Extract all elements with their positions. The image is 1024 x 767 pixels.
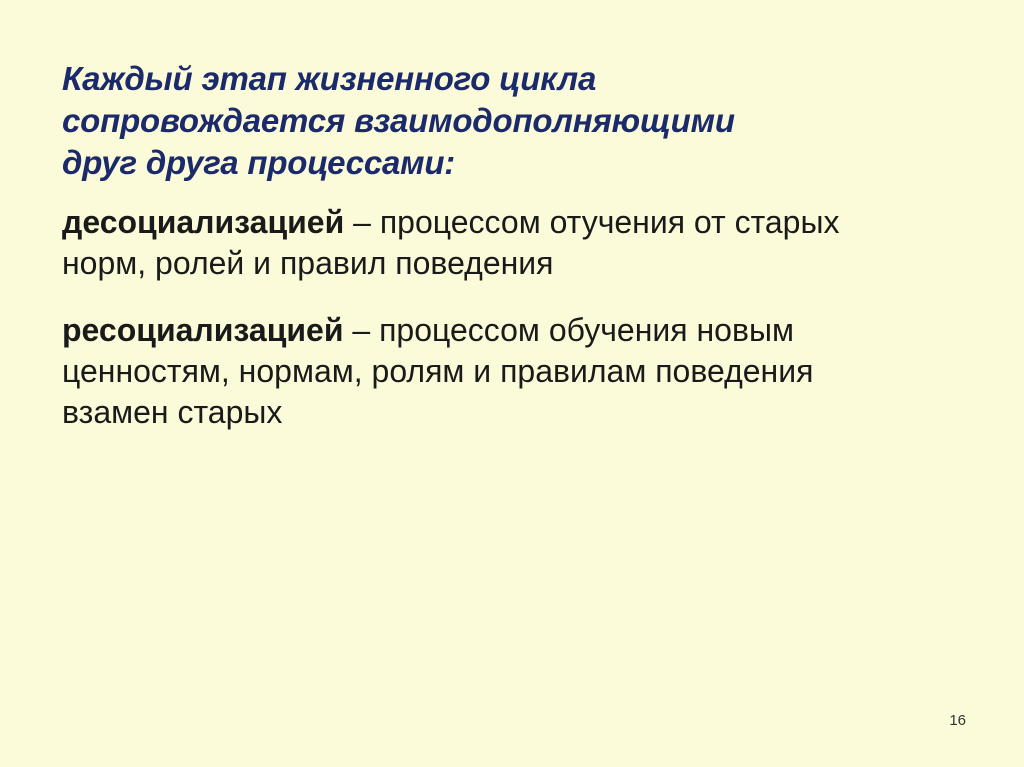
definition-desocialization: – процессом отучения от старых норм, ролей и правил поведения bbox=[62, 204, 840, 281]
bullet-paragraph-2 bbox=[62, 310, 892, 433]
definition-resocialization: – процессом обучения новым ценностям, нормам, ролям и правилам поведения взамен старых bbox=[62, 312, 814, 430]
term-resocialization: ресоциализацией bbox=[62, 312, 344, 348]
page-number: 16 bbox=[949, 712, 966, 729]
slide-content bbox=[62, 58, 962, 459]
term-desocialization: десоциализацией bbox=[62, 204, 345, 240]
slide-heading: Каждый этап жизненного цикла сопровождается взаимодополняющими друг друга процессами: bbox=[62, 60, 735, 181]
bullet-paragraph-1 bbox=[62, 202, 892, 284]
